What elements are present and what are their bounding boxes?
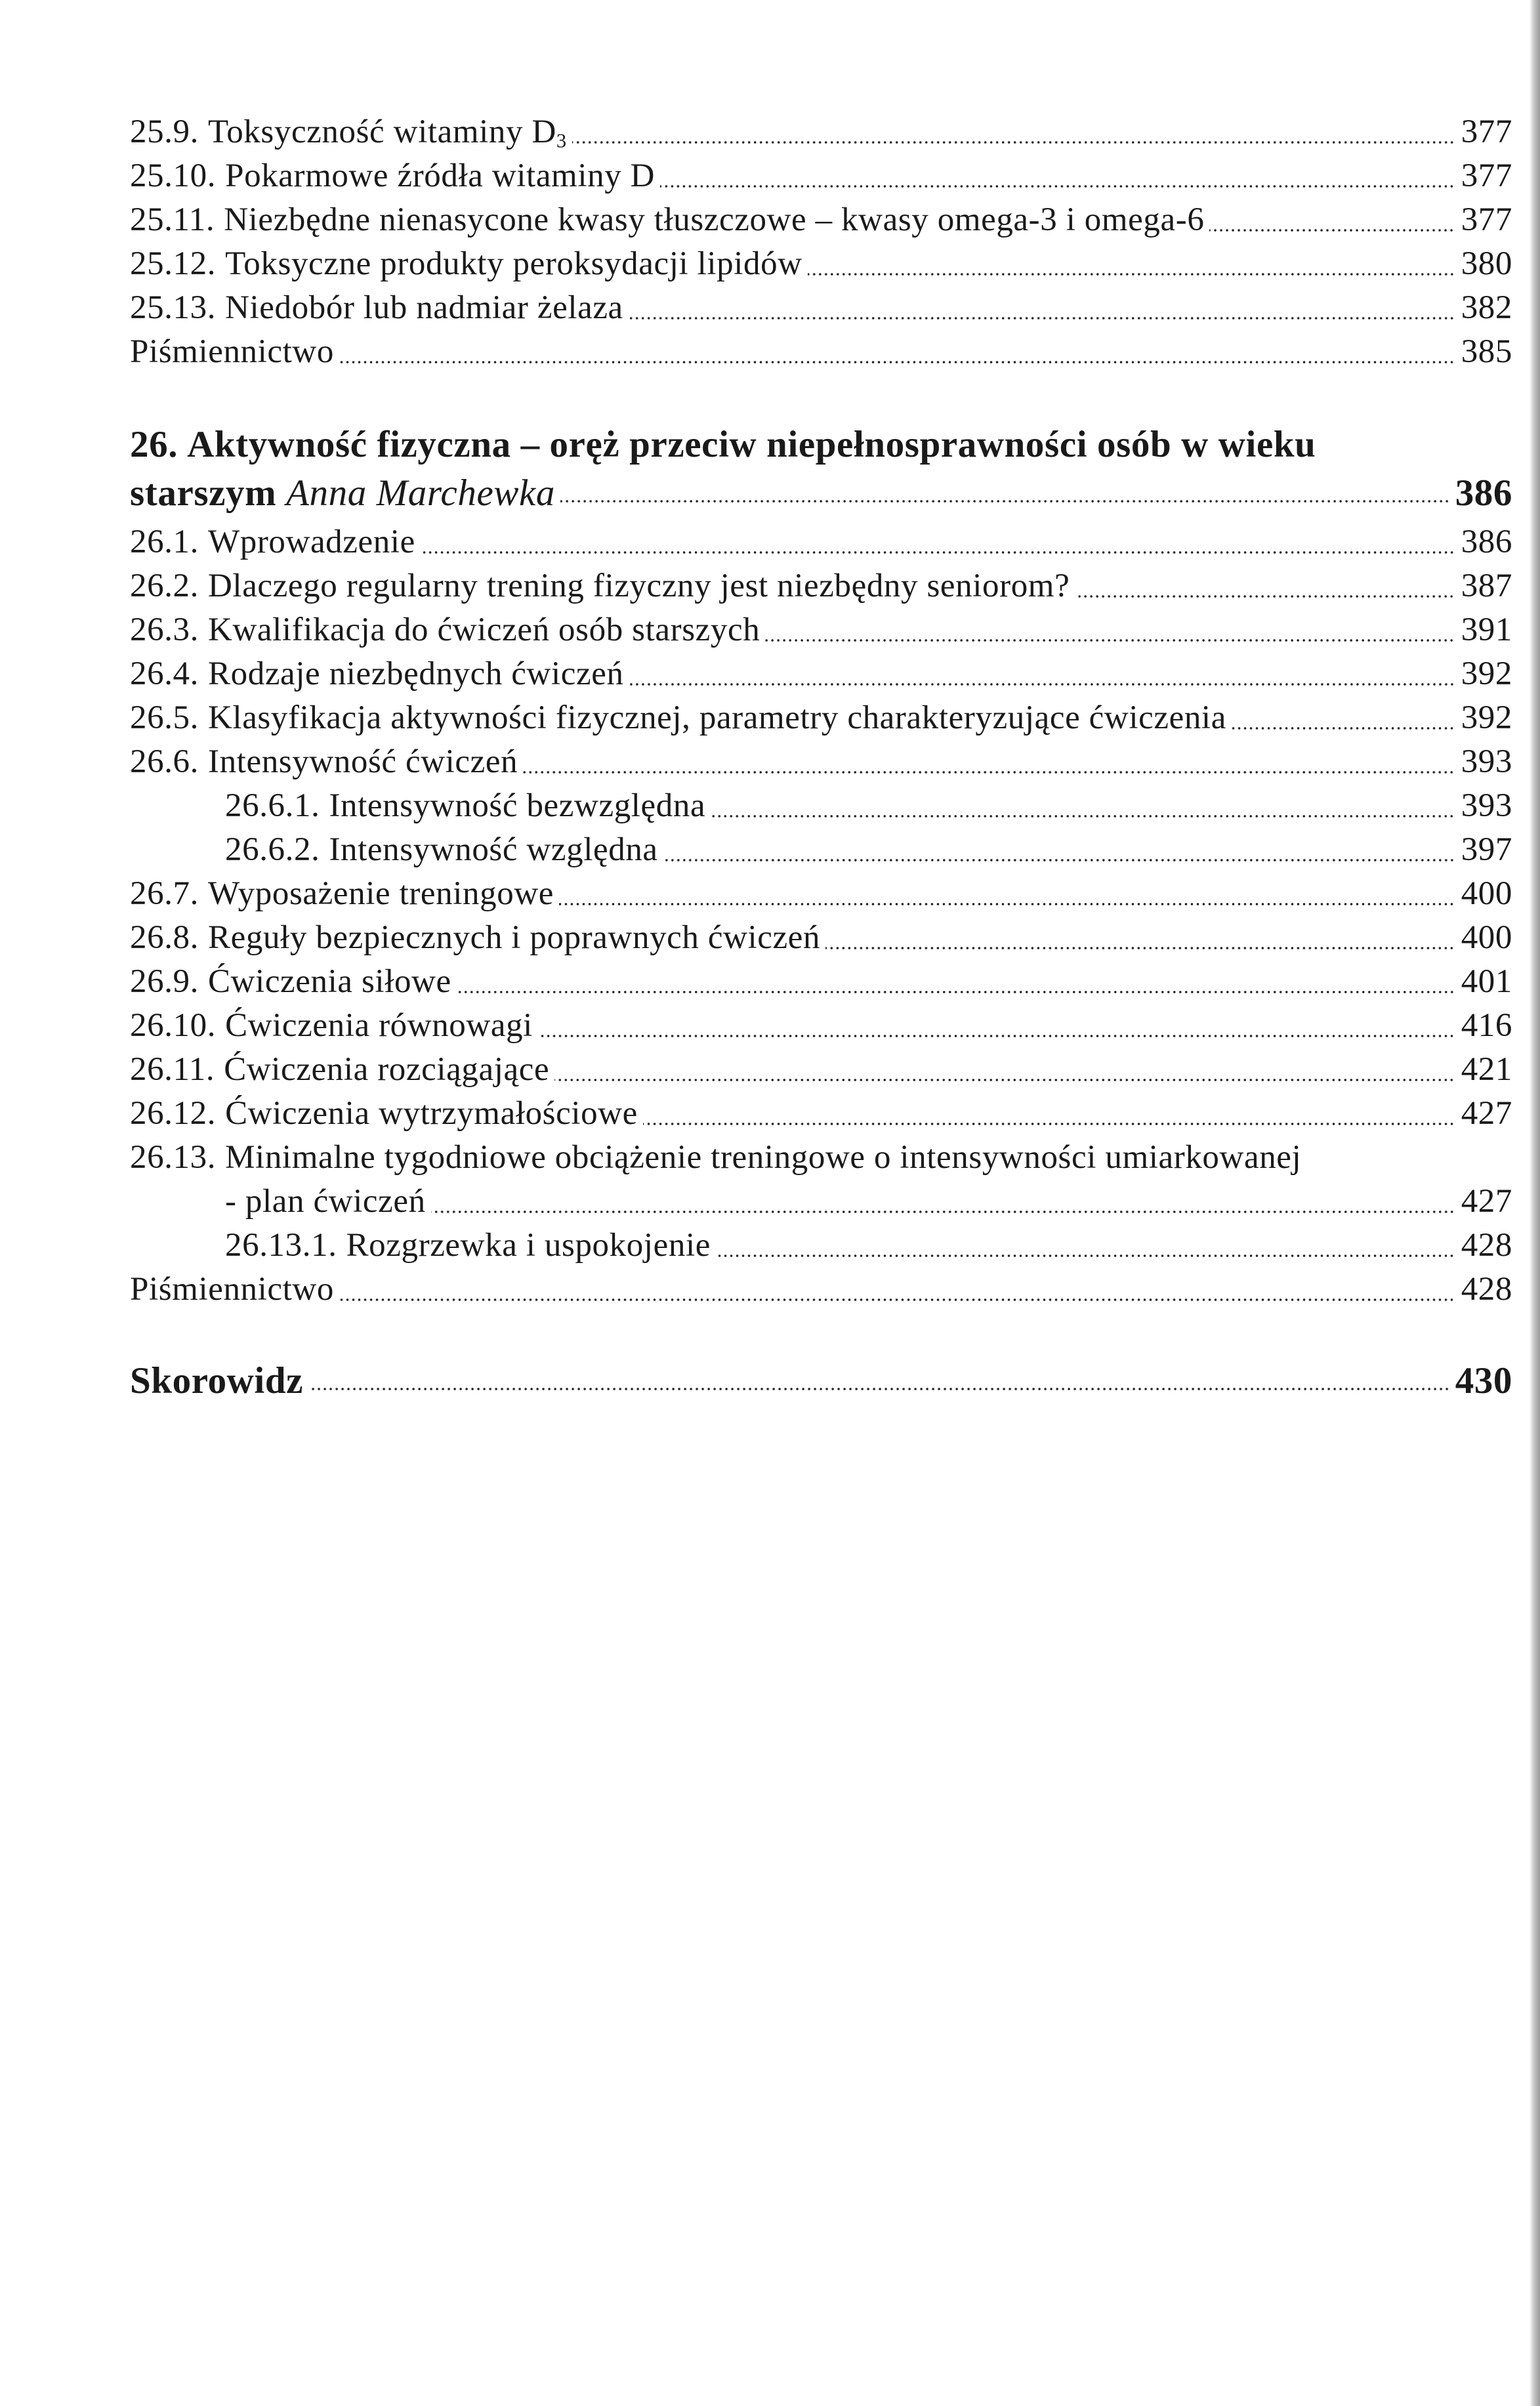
- toc-entry: [130, 1270, 1512, 1312]
- toc-entry: [130, 333, 1512, 375]
- toc-entry-title: Skorowidz: [130, 1360, 304, 1401]
- toc-entry: [130, 699, 1512, 741]
- toc-entry: [130, 201, 1512, 243]
- dot-leader: [711, 813, 1455, 819]
- dot-leader: [308, 1386, 1450, 1392]
- toc-entry: [130, 1359, 1512, 1401]
- dot-leader: [457, 989, 1455, 995]
- toc-entry-title: Niedobór lub nadmiar żelaza: [225, 289, 623, 326]
- toc-entry-page: 380: [1461, 245, 1512, 282]
- toc-entry-number: 26.6.2.: [225, 831, 320, 868]
- toc-entry-number: 26.13.1.: [225, 1227, 337, 1264]
- dot-leader: [339, 1296, 1455, 1303]
- toc-entry-number: 26.9.: [130, 963, 199, 1000]
- dot-leader: [1209, 227, 1455, 234]
- toc-entry: [130, 655, 1512, 697]
- toc-entry-page: 427: [1461, 1095, 1512, 1132]
- dot-leader: [825, 945, 1455, 951]
- toc-entry: [130, 743, 1512, 785]
- toc-entry-page: 397: [1461, 831, 1512, 868]
- toc-entry-number: 25.13.: [130, 289, 217, 326]
- toc-entry-title: Toksyczność witaminy $D_3$: [208, 114, 567, 152]
- toc-entry-title: Wyposażenie treningowe: [208, 875, 554, 912]
- toc-entry-title: Piśmiennictwo: [130, 333, 334, 370]
- toc-entry-page: 393: [1461, 743, 1512, 780]
- toc-entry: [130, 1006, 1512, 1048]
- toc-entry: [130, 1094, 1512, 1136]
- toc-entry-page: 386: [1455, 472, 1512, 514]
- toc-entry-number: 26.7.: [130, 875, 199, 912]
- dot-leader: [339, 359, 1455, 365]
- toc-entry-title: Ćwiczenia równowagi: [225, 1007, 533, 1044]
- toc-entry-title: Intensywność względna: [329, 831, 658, 868]
- dot-leader: [523, 769, 1455, 776]
- toc-entry-page: 377: [1461, 114, 1512, 150]
- toc-entry: [130, 523, 1512, 565]
- dot-leader: [431, 1209, 1455, 1215]
- toc-entry-number: 26.8.: [130, 919, 199, 956]
- toc-entry-title: Intensywność bezwzględna: [329, 787, 706, 824]
- toc-entry-page: 430: [1455, 1360, 1512, 1401]
- toc-entry-title: Toksyczne produkty peroksydacji lipidów: [225, 245, 802, 282]
- toc-entry-title: Piśmiennictwo: [130, 1271, 334, 1308]
- toc-entry-title: Aktywność fizyczna – oręż przeciw niepełnosprawności osób w wieku: [187, 424, 1316, 465]
- toc-entry: [225, 831, 1512, 873]
- toc-entry-title: Minimalne tygodniowe obciążenie treningowe o intensywności umiarkowanej: [225, 1139, 1302, 1176]
- toc-entry: [225, 1226, 1512, 1268]
- toc-entry: [225, 787, 1512, 829]
- toc-entry-page: 385: [1461, 333, 1512, 370]
- toc-entry: [130, 611, 1512, 653]
- page-edge-shadow: [1530, 0, 1540, 2406]
- toc-entry: [225, 1182, 1512, 1224]
- dot-leader: [421, 549, 1455, 556]
- toc-entry-number: 25.11.: [130, 201, 215, 238]
- toc-entry-page: 392: [1461, 655, 1512, 692]
- toc-entry-page: 401: [1461, 963, 1512, 1000]
- toc-entry-number: 26.5.: [130, 699, 199, 736]
- toc-entry-title: Kwalifikacja do ćwiczeń osób starszych: [208, 612, 760, 648]
- toc-entry-number: 26.2.: [130, 568, 199, 604]
- toc-entry-number: 26.11.: [130, 1051, 215, 1088]
- toc-entry-title: - plan ćwiczeń: [225, 1183, 426, 1220]
- toc-entry-page: 416: [1461, 1007, 1512, 1044]
- toc-entry-number: 26.4.: [130, 655, 199, 692]
- dot-leader: [643, 1121, 1455, 1127]
- dot-leader: [629, 315, 1455, 321]
- toc-entry-title: Ćwiczenia wytrzymałościowe: [225, 1095, 638, 1132]
- toc-entry-page: 400: [1461, 875, 1512, 912]
- toc-entry-number: 26.10.: [130, 1007, 217, 1044]
- toc-entry-title: Ćwiczenia rozciągające: [224, 1051, 550, 1088]
- toc-entry-title: Wprowadzenie: [208, 524, 415, 560]
- toc-entry-number: 26.1.: [130, 524, 199, 560]
- toc-entry-page: 393: [1461, 787, 1512, 824]
- dot-leader: [660, 183, 1455, 190]
- toc-entry-page: 391: [1461, 612, 1512, 648]
- dot-leader: [554, 1077, 1455, 1083]
- toc-entry-page: 421: [1461, 1051, 1512, 1088]
- dot-leader: [629, 681, 1455, 688]
- toc-entry-title: starszym Anna Marchewka: [130, 472, 556, 514]
- toc-entry-number: 26.6.1.: [225, 787, 320, 824]
- toc-entry-number: 26.13.: [130, 1139, 217, 1176]
- toc-entry-page: 392: [1461, 699, 1512, 736]
- toc-entry-page: 377: [1461, 157, 1512, 194]
- toc-entry-title: Dlaczego regularny trening fizyczny jest niezbędny seniorom?: [208, 568, 1070, 604]
- toc-entry-page: 428: [1461, 1271, 1512, 1308]
- toc-entry-title: Rozgrzewka i uspokojenie: [346, 1227, 711, 1264]
- dot-leader: [1232, 725, 1455, 732]
- toc-entry-title: Intensywność ćwiczeń: [208, 743, 518, 780]
- toc-entry-page: 377: [1461, 201, 1512, 238]
- toc-entry-number: 26.6.: [130, 743, 199, 780]
- toc-entry-number: 25.12.: [130, 245, 217, 282]
- toc-entry-page: 387: [1461, 568, 1512, 604]
- toc-entry: [130, 113, 1512, 155]
- toc-entry-page: 427: [1461, 1183, 1512, 1220]
- toc-entry-page: 400: [1461, 919, 1512, 956]
- dot-leader: [559, 901, 1455, 907]
- subscript: 3: [556, 129, 567, 152]
- toc-entry: [130, 963, 1512, 1005]
- toc-entry-number: 26.3.: [130, 612, 199, 648]
- toc-entry: [130, 1138, 1512, 1180]
- toc-entry: [130, 567, 1512, 609]
- toc-entry: [130, 472, 1512, 514]
- toc-entry-author: Anna Marchewka: [286, 472, 556, 514]
- toc-entry-title: Reguły bezpiecznych i poprawnych ćwiczeń: [208, 919, 821, 956]
- toc-entry-title: Rodzaje niezbędnych ćwiczeń: [208, 655, 624, 692]
- dot-leader: [716, 1253, 1455, 1259]
- dot-leader: [572, 139, 1455, 146]
- toc-entry-title: Klasyfikacja aktywności fizycznej, parametry charakteryzujące ćwiczenia: [208, 699, 1226, 736]
- toc-entry: [130, 919, 1512, 961]
- toc-entry-title: Pokarmowe źródła witaminy D: [225, 157, 656, 194]
- toc-entry: [130, 245, 1512, 287]
- toc-entry: [130, 1050, 1512, 1092]
- toc-entry: [130, 289, 1512, 331]
- toc-entry-page: 428: [1461, 1227, 1512, 1264]
- toc-entry-title: Niezbędne nienasycone kwasy tłuszczowe – kwasy omega-3 i omega-6: [224, 201, 1205, 238]
- toc-entry: [130, 423, 1512, 465]
- toc-entry-number: 26.12.: [130, 1095, 217, 1132]
- toc-entry-page: 382: [1461, 289, 1512, 326]
- toc-entry-number: 25.10.: [130, 157, 217, 194]
- toc-entry-number: 26.: [130, 424, 178, 465]
- toc-entry: [130, 875, 1512, 917]
- toc-entry: [130, 157, 1512, 199]
- toc-entry-page: 386: [1461, 524, 1512, 560]
- toc-entry-number: 25.9.: [130, 114, 199, 150]
- dot-leader: [538, 1033, 1455, 1039]
- dot-leader: [765, 637, 1455, 644]
- dot-leader: [663, 857, 1455, 863]
- dot-leader: [1075, 593, 1455, 600]
- toc-entry-title: Ćwiczenia siłowe: [208, 963, 451, 1000]
- dot-leader: [560, 498, 1450, 505]
- dot-leader: [808, 271, 1455, 278]
